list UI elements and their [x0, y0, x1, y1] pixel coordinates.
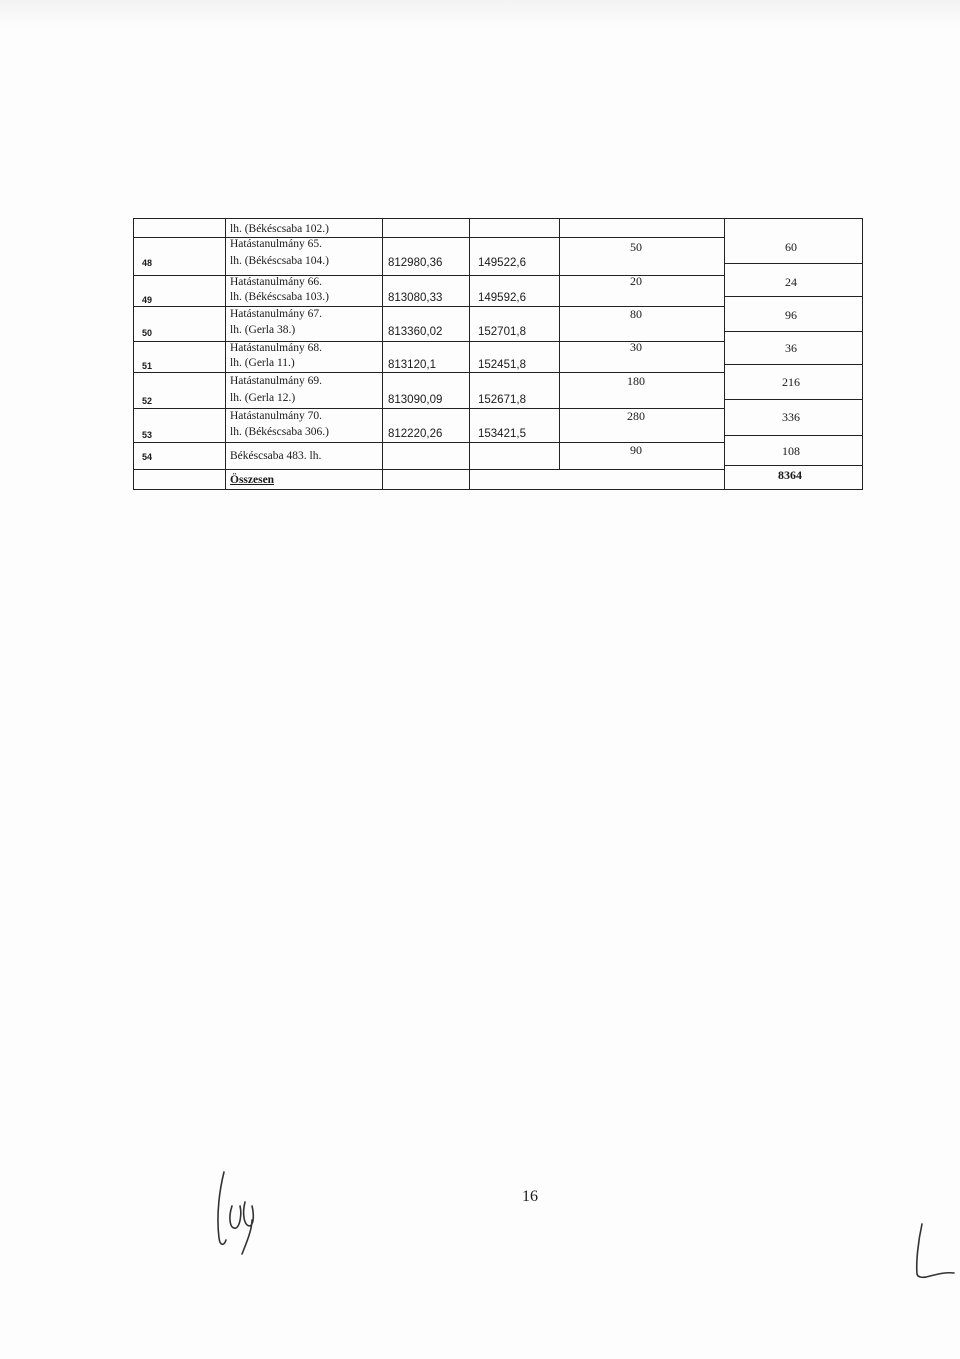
row-x-coordinate: 813080,33: [388, 292, 443, 304]
row-description-line2: lh. (Békéscsaba 103.): [230, 291, 329, 303]
row-number: 52: [142, 396, 153, 406]
total-label: Összesen: [230, 474, 275, 486]
row-value-b: 24: [785, 275, 797, 289]
row-divider: [134, 469, 724, 470]
row-x-coordinate: 813360,02: [388, 326, 443, 338]
row-y-coordinate: 152671,8: [478, 394, 526, 406]
row-value-b: 216: [782, 375, 800, 389]
row-description-line2: lh. (Gerla 38.): [230, 324, 296, 336]
scan-edge: [0, 0, 960, 28]
row-description-line1: Hatástanulmány 68.: [230, 342, 322, 354]
row-description-line2: lh. (Gerla 12.): [230, 392, 296, 404]
row-divider: [724, 399, 862, 400]
row-number: 53: [142, 430, 153, 440]
row-number: 51: [142, 361, 153, 371]
row-value-a: 20: [630, 274, 642, 288]
row-value-b: 108: [782, 444, 800, 458]
row-x-coordinate: 813120,1: [388, 359, 436, 371]
row-divider: [724, 435, 862, 436]
row-y-coordinate: 152451,8: [478, 359, 526, 371]
row-y-coordinate: 149592,6: [478, 292, 526, 304]
row-value-a: 180: [627, 374, 645, 388]
row-description-line1: Hatástanulmány 66.: [230, 276, 322, 288]
data-table: [133, 218, 863, 490]
row-description-line2: lh. (Gerla 11.): [230, 357, 295, 369]
row-value-b: 60: [785, 240, 797, 254]
col-divider: [225, 219, 226, 489]
row-number: 54: [142, 452, 153, 462]
row-number: 49: [142, 295, 153, 305]
col-divider: [469, 219, 470, 489]
row-value-a: 50: [630, 240, 642, 254]
total-value: 8364: [778, 468, 802, 482]
row-description-line1: Hatástanulmány 69.: [230, 375, 322, 387]
col-divider: [724, 219, 725, 489]
col-divider: [382, 219, 383, 489]
row-description-line1: Hatástanulmány 70.: [230, 410, 322, 422]
row-value-b: 96: [785, 308, 797, 322]
row-value-b: 36: [785, 341, 797, 355]
row-description-line1: Hatástanulmány 67.: [230, 308, 322, 320]
row-divider: [724, 364, 862, 365]
row-divider: [724, 465, 862, 466]
row-x-coordinate: 813090,09: [388, 394, 443, 406]
row-description-line2: lh. (Békéscsaba 306.): [230, 426, 329, 438]
row-continuation-text: lh. (Békéscsaba 102.): [230, 223, 329, 235]
row-value-a: 280: [627, 409, 645, 423]
row-divider: [134, 237, 724, 238]
row-value-b: 336: [782, 410, 800, 424]
handwritten-initials-signature: [212, 1168, 262, 1258]
page-number: 16: [522, 1188, 538, 1205]
row-divider: [724, 263, 862, 264]
row-y-coordinate: 149522,6: [478, 257, 526, 269]
row-divider: [724, 296, 862, 297]
row-description-line2: lh. (Békéscsaba 104.): [230, 255, 329, 267]
row-x-coordinate: 812980,36: [388, 257, 443, 269]
row-divider: [134, 372, 724, 373]
row-description-line1: Békéscsaba 483. lh.: [230, 450, 322, 462]
row-value-a: 80: [630, 307, 642, 321]
row-number: 50: [142, 328, 153, 338]
row-value-a: 30: [630, 340, 642, 354]
handwritten-initial-mark: [908, 1222, 958, 1282]
row-number: 48: [142, 258, 153, 268]
row-description-line1: Hatástanulmány 65.: [230, 238, 322, 250]
row-y-coordinate: 152701,8: [478, 326, 526, 338]
row-x-coordinate: 812220,26: [388, 428, 443, 440]
row-y-coordinate: 153421,5: [478, 428, 526, 440]
row-value-a: 90: [630, 443, 642, 457]
col-divider: [559, 219, 560, 469]
row-divider: [724, 331, 862, 332]
